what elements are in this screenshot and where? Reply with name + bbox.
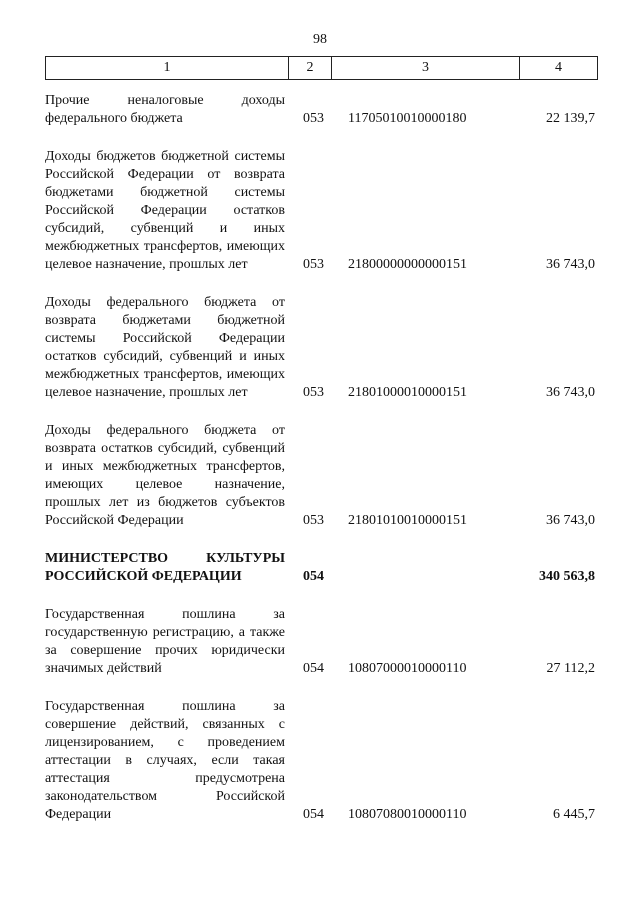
- row-name: Доходы федерального бюджета от возврата остатков субсидий, субвенций и иных межбюджетных трансфертов, имеющих целевое назначение, прошлых лет из бюджетов субъектов Российской Федерации: [45, 423, 285, 528]
- column-header-row: [46, 57, 598, 80]
- row-name: Государственная пошлина за государственную регистрацию, а также за совершение прочих юридически значимых действий: [45, 607, 285, 676]
- row-amount: 6 445,7: [553, 807, 595, 822]
- column-header-table: [45, 56, 598, 80]
- row-amount: 36 743,0: [546, 257, 595, 272]
- column-header-2: 2: [289, 57, 332, 80]
- row-amount: 27 112,2: [546, 661, 595, 676]
- row-kbk: 21800000000000151: [348, 257, 467, 272]
- row-kbk: 10807080010000110: [348, 807, 467, 822]
- row-code: 053: [303, 385, 324, 400]
- row-name: Прочие неналоговые доходы федерального бюджета: [45, 93, 285, 126]
- table-row: [45, 698, 597, 824]
- column-header-1: 1: [46, 57, 289, 80]
- row-code: 054: [303, 661, 324, 676]
- row-amount: 340 563,8: [539, 569, 595, 584]
- row-kbk: 21801010010000151: [348, 513, 467, 528]
- row-amount: 36 743,0: [546, 385, 595, 400]
- row-kbk: 10807000010000110: [348, 661, 467, 676]
- row-code: 054: [303, 807, 324, 822]
- table-row: [45, 148, 597, 274]
- row-name: Государственная пошлина за совершение действий, связанных с лицензированием, с проведением аттестации в случаях, если такая аттестация предусмотрена законодательством Российской Федерации: [45, 699, 285, 822]
- budget-rows: [45, 92, 597, 844]
- row-kbk: 11705010010000180: [348, 111, 467, 126]
- table-row: [45, 606, 597, 678]
- page-number: 98: [313, 32, 327, 47]
- ministry-heading-row: [45, 550, 597, 586]
- row-name: Доходы бюджетов бюджетной системы Российской Федерации от возврата бюджетами бюджетной системы Российской Федерации остатков субсидий, субвенций и иных межбюджетных трансфертов, имеющих целевое назначение, прошлых лет: [45, 149, 285, 272]
- column-header-4: 4: [520, 57, 598, 80]
- row-code: 053: [303, 513, 324, 528]
- row-amount: 22 139,7: [546, 111, 595, 126]
- row-code: 053: [303, 257, 324, 272]
- table-row: [45, 92, 597, 128]
- table-row: [45, 294, 597, 402]
- table-row: [45, 422, 597, 530]
- row-code: 054: [303, 569, 324, 584]
- row-name: Доходы федерального бюджета от возврата бюджетами бюджетной системы Российской Федерации остатков субсидий, субвенций и иных межбюджетных трансфертов, имеющих целевое назначение, прошлых лет: [45, 295, 285, 400]
- row-amount: 36 743,0: [546, 513, 595, 528]
- column-header-3: 3: [332, 57, 520, 80]
- row-name: МИНИСТЕРСТВО КУЛЬТУРЫ РОССИЙСКОЙ ФЕДЕРАЦИИ: [45, 551, 285, 584]
- row-code: 053: [303, 111, 324, 126]
- row-kbk: 21801000010000151: [348, 385, 467, 400]
